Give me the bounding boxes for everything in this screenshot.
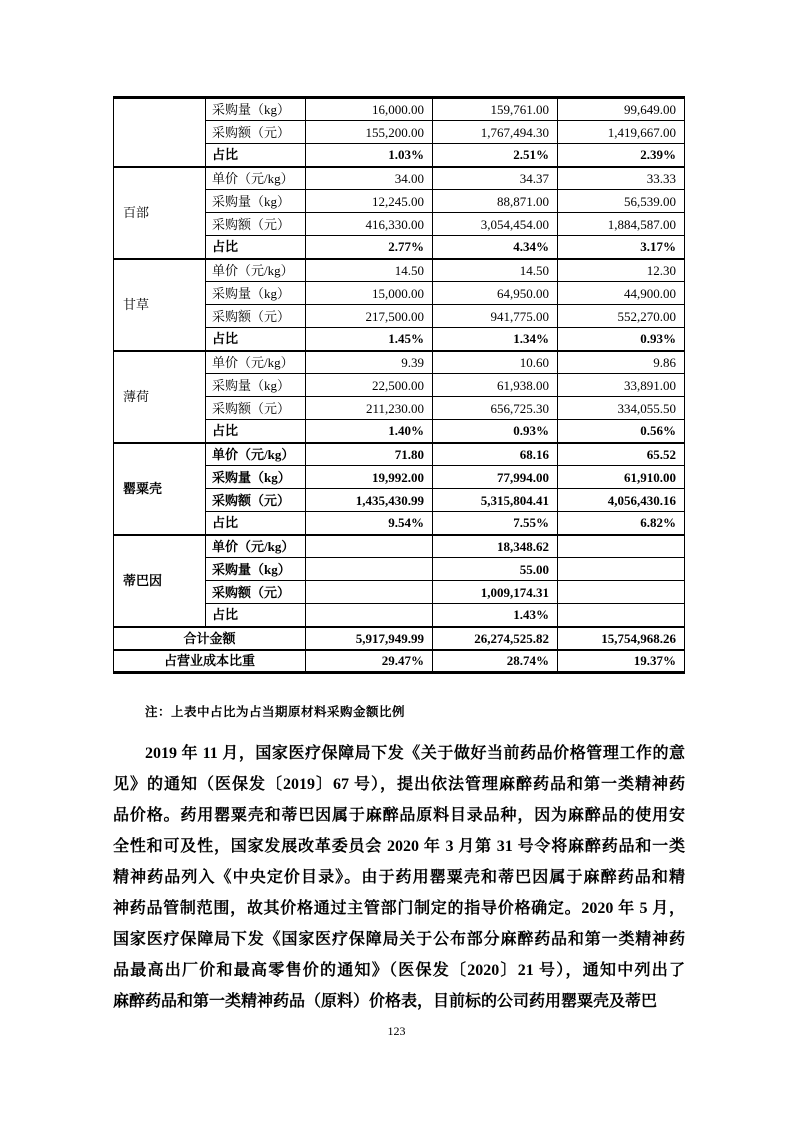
value-cell: 9.54%	[306, 512, 433, 535]
value-cell: 56,539.00	[558, 190, 685, 213]
table-row	[114, 167, 685, 190]
value-cell: 10.60	[433, 351, 558, 374]
value-cell: 1,884,587.00	[558, 213, 685, 236]
value-cell: 99,649.00	[558, 98, 685, 121]
value-cell: 1,435,430.99	[306, 489, 433, 512]
value-cell: 5,315,804.41	[433, 489, 558, 512]
value-cell: 3,054,454.00	[433, 213, 558, 236]
value-cell: 941,775.00	[433, 305, 558, 328]
metric-label-cell: 采购量（kg）	[206, 98, 306, 121]
value-cell: 5,917,949.99	[306, 627, 433, 650]
value-cell: 7.55%	[433, 512, 558, 535]
metric-label-cell: 单价（元/kg）	[206, 443, 306, 466]
value-cell: 416,330.00	[306, 213, 433, 236]
value-cell: 0.93%	[558, 328, 685, 351]
value-cell: 217,500.00	[306, 305, 433, 328]
value-cell: 55.00	[433, 558, 558, 581]
metric-label-cell: 单价（元/kg）	[206, 351, 306, 374]
metric-label-cell: 占比	[206, 236, 306, 259]
category-cell: 蒂巴因	[114, 535, 206, 627]
value-cell: 1,419,667.00	[558, 121, 685, 144]
value-cell: 1,767,494.30	[433, 121, 558, 144]
value-cell: 9.86	[558, 351, 685, 374]
table-total-row	[114, 650, 685, 673]
paragraph-line: 品最高出厂价和最高零售价的通知》（医保发〔2020〕21 号），通知中列出了	[113, 962, 685, 979]
value-cell: 15,754,968.26	[558, 627, 685, 650]
paragraph-line: 国家医疗保障局下发《国家医疗保障局关于公布部分麻醉药品和第一类精神药	[113, 931, 685, 948]
value-cell	[558, 581, 685, 604]
value-cell: 1.40%	[306, 420, 433, 443]
value-cell	[306, 558, 433, 581]
metric-label-cell: 采购额（元）	[206, 121, 306, 144]
value-cell: 33.33	[558, 167, 685, 190]
value-cell: 1.45%	[306, 328, 433, 351]
value-cell	[558, 558, 685, 581]
value-cell: 2.77%	[306, 236, 433, 259]
metric-label-cell: 采购量（kg）	[206, 282, 306, 305]
category-cell: 百部	[114, 167, 206, 259]
metric-label-cell: 采购额（元）	[206, 397, 306, 420]
category-cell: 薄荷	[114, 351, 206, 443]
value-cell: 19.37%	[558, 650, 685, 673]
value-cell	[558, 535, 685, 558]
paragraph-line: 品价格。药用罂粟壳和蒂巴因属于麻醉品原料目录品种，因为麻醉品的使用安	[113, 807, 685, 824]
value-cell: 2.39%	[558, 144, 685, 167]
value-cell: 22,500.00	[306, 374, 433, 397]
value-cell: 12.30	[558, 259, 685, 282]
metric-label-cell: 占比	[206, 604, 306, 627]
paragraph-line: 2019 年 11 月，国家医疗保障局下发《关于做好当前药品价格管理工作的意	[145, 745, 685, 762]
value-cell: 28.74%	[433, 650, 558, 673]
value-cell: 656,725.30	[433, 397, 558, 420]
table-row	[114, 443, 685, 466]
value-cell: 71.80	[306, 443, 433, 466]
value-cell: 34.37	[433, 167, 558, 190]
table-row	[114, 259, 685, 282]
value-cell: 1.43%	[433, 604, 558, 627]
value-cell: 4.34%	[433, 236, 558, 259]
value-cell: 18,348.62	[433, 535, 558, 558]
value-cell: 4,056,430.16	[558, 489, 685, 512]
value-cell	[306, 604, 433, 627]
value-cell: 29.47%	[306, 650, 433, 673]
paragraph-line: 精神药品列入《中央定价目录》。由于药用罂粟壳和蒂巴因属于麻醉药品和精	[113, 869, 685, 886]
category-cell: 甘草	[114, 259, 206, 351]
table-row	[114, 351, 685, 374]
paragraph-line: 麻醉药品和第一类精神药品（原料）价格表，目前标的公司药用罂粟壳及蒂巴	[113, 993, 658, 1010]
value-cell: 6.82%	[558, 512, 685, 535]
value-cell: 155,200.00	[306, 121, 433, 144]
total-label-cell: 占营业成本比重	[114, 650, 306, 673]
value-cell	[558, 604, 685, 627]
value-cell: 88,871.00	[433, 190, 558, 213]
metric-label-cell: 占比	[206, 144, 306, 167]
value-cell: 3.17%	[558, 236, 685, 259]
value-cell: 26,274,525.82	[433, 627, 558, 650]
value-cell: 33,891.00	[558, 374, 685, 397]
value-cell	[306, 535, 433, 558]
value-cell: 1,009,174.31	[433, 581, 558, 604]
value-cell: 77,994.00	[433, 466, 558, 489]
value-cell: 1.03%	[306, 144, 433, 167]
table-row	[114, 98, 685, 121]
metric-label-cell: 单价（元/kg）	[206, 535, 306, 558]
category-cell	[114, 98, 206, 167]
value-cell: 14.50	[306, 259, 433, 282]
metric-label-cell: 占比	[206, 328, 306, 351]
page-number: 123	[387, 1024, 406, 1038]
value-cell: 12,245.00	[306, 190, 433, 213]
metric-label-cell: 单价（元/kg）	[206, 259, 306, 282]
value-cell: 334,055.50	[558, 397, 685, 420]
metric-label-cell: 采购量（kg）	[206, 466, 306, 489]
value-cell: 159,761.00	[433, 98, 558, 121]
value-cell: 64,950.00	[433, 282, 558, 305]
value-cell: 61,910.00	[558, 466, 685, 489]
value-cell: 61,938.00	[433, 374, 558, 397]
metric-label-cell: 占比	[206, 420, 306, 443]
metric-label-cell: 单价（元/kg）	[206, 167, 306, 190]
paragraph-line: 全性和可及性，国家发展改革委员会 2020 年 3 月第 31 号令将麻醉药品和一类	[113, 838, 685, 855]
value-cell: 2.51%	[433, 144, 558, 167]
value-cell: 15,000.00	[306, 282, 433, 305]
value-cell: 16,000.00	[306, 98, 433, 121]
value-cell: 44,900.00	[558, 282, 685, 305]
category-cell: 罂粟壳	[114, 443, 206, 535]
table-total-row	[114, 627, 685, 650]
metric-label-cell: 占比	[206, 512, 306, 535]
metric-label-cell: 采购额（元）	[206, 305, 306, 328]
metric-label-cell: 采购额（元）	[206, 581, 306, 604]
value-cell: 9.39	[306, 351, 433, 374]
body-paragraph	[113, 738, 685, 1017]
value-cell	[306, 581, 433, 604]
metric-label-cell: 采购量（kg）	[206, 374, 306, 397]
value-cell: 211,230.00	[306, 397, 433, 420]
value-cell: 552,270.00	[558, 305, 685, 328]
total-label-cell: 合计金额	[114, 627, 306, 650]
value-cell: 68.16	[433, 443, 558, 466]
value-cell: 0.56%	[558, 420, 685, 443]
table-row	[114, 535, 685, 558]
raw-material-procurement-table	[113, 96, 685, 674]
metric-label-cell: 采购量（kg）	[206, 558, 306, 581]
value-cell: 19,992.00	[306, 466, 433, 489]
paragraph-line: 见》的通知（医保发〔2019〕67 号），提出依法管理麻醉药品和第一类精神药	[113, 776, 685, 793]
value-cell: 34.00	[306, 167, 433, 190]
value-cell: 65.52	[558, 443, 685, 466]
paragraph-line: 神药品管制范围，故其价格通过主管部门制定的指导价格确定。2020 年 5 月，	[113, 900, 685, 917]
metric-label-cell: 采购量（kg）	[206, 190, 306, 213]
table-footnote: 注：上表中占比为占当期原材料采购金额比例	[145, 705, 406, 719]
metric-label-cell: 采购额（元）	[206, 213, 306, 236]
value-cell: 1.34%	[433, 328, 558, 351]
value-cell: 14.50	[433, 259, 558, 282]
metric-label-cell: 采购额（元）	[206, 489, 306, 512]
value-cell: 0.93%	[433, 420, 558, 443]
